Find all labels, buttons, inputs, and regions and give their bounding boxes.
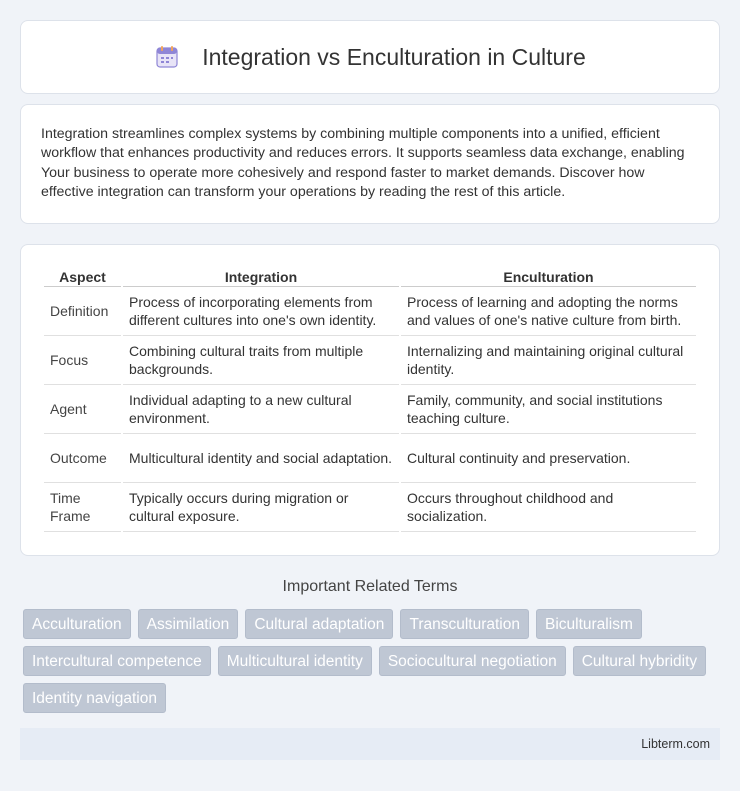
table-cell: Agent <box>44 385 121 434</box>
table-header-row <box>44 265 696 287</box>
table-cell: Individual adapting to a new cultural environment. <box>123 385 399 434</box>
header-card <box>20 20 720 94</box>
related-terms-title: Important Related Terms <box>282 578 458 595</box>
table-row <box>44 385 696 434</box>
table-cell: Outcome <box>44 434 121 483</box>
comparison-table <box>42 265 698 532</box>
calendar-icon <box>154 44 180 70</box>
header-aspect: Aspect <box>44 265 121 287</box>
term-tag[interactable]: Sociocultural negotiation <box>379 646 566 676</box>
intro-card <box>20 104 720 224</box>
table-cell: Focus <box>44 336 121 385</box>
table-cell: Cultural continuity and preservation. <box>401 434 696 483</box>
term-tag[interactable]: Assimilation <box>138 609 239 639</box>
table-cell: Process of incorporating elements from different cultures into one's own identity. <box>123 287 399 336</box>
table-row <box>44 336 696 385</box>
term-tag[interactable]: Multicultural identity <box>218 646 372 676</box>
table-cell: Process of learning and adopting the norms and values of one's native culture from birth. <box>401 287 696 336</box>
footer <box>20 728 720 760</box>
related-terms-list <box>23 609 723 713</box>
comparison-table-card <box>20 244 720 556</box>
table-cell: Internalizing and maintaining original cultural identity. <box>401 336 696 385</box>
table-cell: Multicultural identity and social adaptation. <box>123 434 399 483</box>
intro-text: Integration streamlines complex systems by combining multiple components into a unified, efficient workflow that enhances productivity and reduces errors. It supports seamless data exchange, enabling Your business to operate more cohesively and respond faster to market demands. Discover how effective integration can transform your operations by reading the rest of this article. <box>41 126 685 201</box>
term-tag[interactable]: Cultural adaptation <box>245 609 393 639</box>
table-cell: Family, community, and social institutions teaching culture. <box>401 385 696 434</box>
term-tag[interactable]: Biculturalism <box>536 609 642 639</box>
term-tag[interactable]: Acculturation <box>23 609 131 639</box>
page-title: Integration vs Enculturation in Culture <box>202 43 586 70</box>
header-integration: Integration <box>123 265 399 287</box>
term-tag[interactable]: Cultural hybridity <box>573 646 706 676</box>
header-enculturation: Enculturation <box>401 265 696 287</box>
term-tag[interactable]: Transculturation <box>400 609 529 639</box>
table-row <box>44 434 696 483</box>
table-cell: Occurs throughout childhood and socialization. <box>401 483 696 532</box>
table-row <box>44 287 696 336</box>
table-cell: Combining cultural traits from multiple backgrounds. <box>123 336 399 385</box>
table-cell: Definition <box>44 287 121 336</box>
footer-site-link[interactable]: Libterm.com <box>641 737 710 751</box>
term-tag[interactable]: Intercultural competence <box>23 646 211 676</box>
table-cell: Time Frame <box>44 483 121 532</box>
table-cell: Typically occurs during migration or cultural exposure. <box>123 483 399 532</box>
term-tag[interactable]: Identity navigation <box>23 683 166 713</box>
table-row <box>44 483 696 532</box>
